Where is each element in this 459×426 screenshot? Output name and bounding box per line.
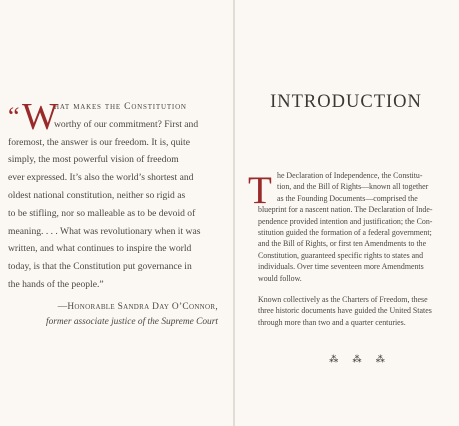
attribution-name: —Honorable Sandra Day O’Connor, [57, 302, 218, 312]
quote-line: oldest national constitution, neither so rigid as [8, 189, 186, 201]
paragraph-line: Known collectively as the Charters of Freedom, these [258, 295, 428, 304]
paragraph-line: three historic documents have guided the United States [258, 306, 432, 316]
quote-first-line: hat makes the Constitution [54, 101, 187, 112]
quote-line: to be stifling, nor so malleable as to be devoid of [8, 207, 196, 219]
quote-line: ever expressed. It’s also the world’s shortest and [8, 172, 194, 184]
quote-line: the hands of the people.” [8, 278, 104, 290]
paragraph-line: Constitution, guaranteed specific rights to states and [258, 250, 424, 260]
quote-attribution [30, 300, 218, 329]
chapter-title: INTRODUCTION [270, 92, 422, 112]
paragraph-line: tion, and the Bill of Rights—known all together [277, 182, 429, 192]
intro-paragraph-1 [248, 169, 454, 284]
paragraph-line: he Declaration of Independence, the Constitu- [277, 171, 423, 180]
quote-line: foremost, the answer is our freedom. It is, quite [8, 136, 190, 148]
drop-cap: T [248, 169, 272, 212]
paragraph-line: as the Founding Documents—comprised the [277, 193, 418, 203]
section-ornament: ⁂ ⁂ ⁂ [329, 354, 391, 364]
quote-drop-letter: W [22, 96, 58, 138]
quote-line: worthy of our commitment? First and [54, 118, 199, 130]
quote-line: simply, the most powerful vision of freedom [8, 154, 179, 166]
quote-line: meaning. . . . What was revolutionary when it was [8, 225, 201, 237]
paragraph-line: through more than two and a quarter centuries. [258, 317, 406, 327]
paragraph-line: stitution guided the formation of a federal government; [258, 228, 432, 238]
intro-paragraph-2 [258, 294, 454, 328]
epigraph-quote [8, 98, 218, 294]
paragraph-line: individuals. Over time seventeen more Amendments [258, 262, 424, 272]
quote-line: written, and what continues to inspire the world [8, 243, 192, 255]
paragraph-line: and the Bill of Rights, or first ten Amendments to the [258, 239, 427, 249]
open-quote-mark: “ [8, 102, 20, 131]
attribution-role: former associate justice of the Supreme Court [45, 316, 218, 327]
paragraph-line: blueprint for a nascent nation. The Declaration of Inde- [258, 205, 433, 215]
quote-line: today, is that the Constitution put governance in [8, 261, 192, 273]
paragraph-line: pendence provided intention and justification; the Con- [258, 216, 433, 226]
paragraph-line: would follow. [258, 273, 302, 283]
